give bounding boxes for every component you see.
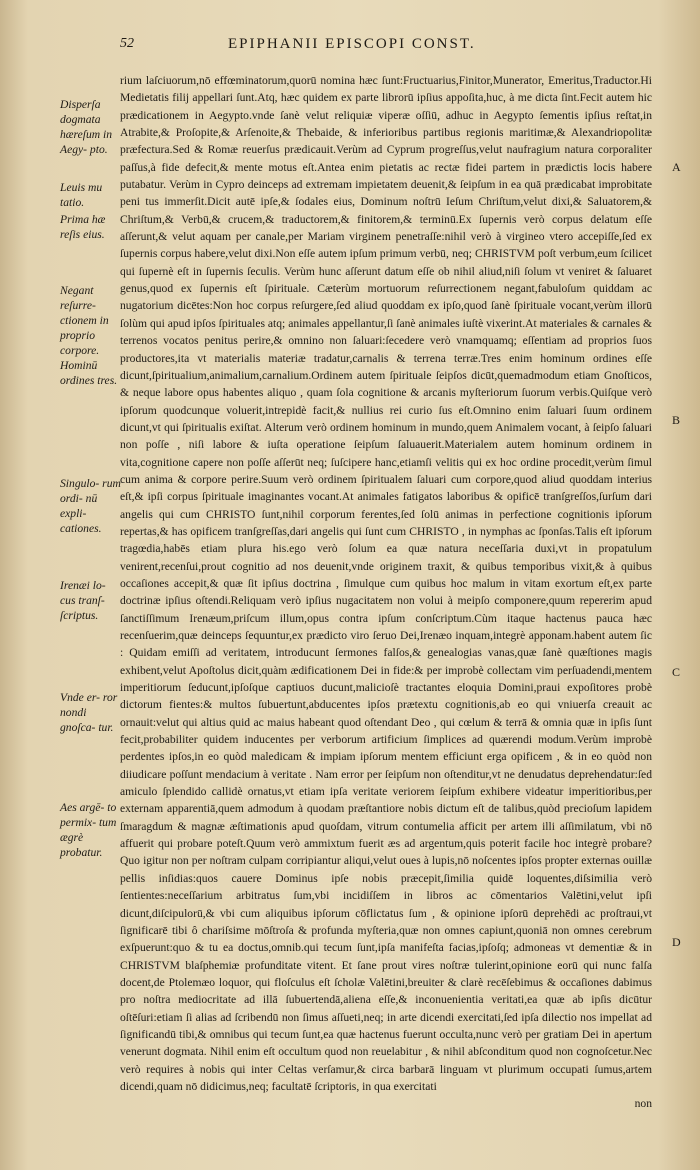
margin-note-levis-mutatio: Leuis mu tatio.	[60, 181, 103, 209]
section-letter-d: D	[672, 935, 681, 949]
running-title: EPIPHANII EPISCOPI CONST.	[228, 36, 476, 52]
margin-note-prima-haeresis: Prima hæ reſis eius.	[60, 213, 106, 241]
margin-note-aes-argento: Aes argē- to permix- tum ægrè probatur.	[60, 801, 117, 859]
margin-note-disperse-dogmata: Disperſa dogmata hæreſum in Aegy- pto.	[60, 98, 113, 156]
margin-note-irenaei-locus: Irenæi lo- cus tranſ- ſcriptus.	[60, 579, 106, 622]
page-number: 52	[120, 36, 134, 51]
catchword: non	[634, 1097, 652, 1111]
margin-note-resurrectio: Negant reſurre- ctionem in proprio corpore. Hominū ordines tres.	[60, 284, 118, 387]
section-letter-c: C	[672, 665, 681, 679]
page-header	[120, 36, 660, 58]
margin-note-singulorum-ordinum: Singulo- rum ordi- nū expli- cationes.	[60, 477, 121, 535]
body-text	[120, 72, 652, 1113]
margin-note-unde-error: Vnde er- ror nondi gnoſca- tur.	[60, 691, 118, 734]
body-paragraph: rium laſciuorum,nō effœminatorum,quorū nomina hæc ſunt:Fructuarius,Finitor,Munerator, Emeritus,Traductor.Hi Medietatis filij appellari ſunt.Atq, hæc quidem ex parte librorū ipſius appoſita,huc, à me dicta ſint.Fecit autem hic prædicationem in Aegypto.vnde ſanè velut reliquiæ viperæ oſſiū, adhuc in Aegypto ſementis ipſius reſtat,in Atrabite,& Proſopite,& Arſenoite,& Thebaide, & inferioribus partibus regionis maritimæ,& Alexandriopolitæ præfectura.Sed & Romæ reuerſus prædicauit.Verùm ad Cyprum progreſſus,velut naufragium natura corporaliter paſſus,à fide defecit,& mente motus eſt.Antea enim pietatis ac rectæ fidei partem in prædictis locis habere putabatur. Verùm in Cypro deinceps ad extremam impietatem deuenit,& ſeipſum in ea quā prædicabat improbitate peni tus immerſit.Dicit autē ipſe,& ſodales eius, Dominum noſtrū Ieſum Chriſtum,velut dixi,& Saluatorem,& Chriſtum,& Verbū,& crucem,& traductorem,& finitorem,& terminū.Ex ſupernis verò corpus delatum eſſe aſſerunt,& velut aquam per canale,per Mariam virginem penetraſſe:nihil verò à virgineo vtero accepiſſe,ſed ex ſupernis corpus habere,velut dixi.Non eſſe autem ipſum primum verbū, neq; CHRISTVM poſt verbum,eum ſcilicet qui ſupernè eſt in ſupernis ſeculis. Verùm hunc aſſerunt datum eſſe ob nihil aliud,niſi ſolum vt veniret & ſaluaret genus,quod ex ſupernis eſt ſpirituale. Cæterùm mortuorum reſurrectionem negant,fabuloſum quiddam ac nugatorium dicētes:Non hoc corpus reſurgere,ſed aliud quoddam ex ipſo,quod ſanè ſpirituale vocant,verùm illorū ſolùm qui apud ipſos ſpirituales atq; animales appellantur,ſi ſanè animales iuſtè vixerint.At materiales & carnales & terrenos vocatos penitus perire,& omnino non ſaluari:ſecedere verò vnamquamq; eſſentiam ad proprios ſuos productores,ita vt materialis materiæ tradatur,carnalis & terrena terræ.Tres enim hominum ordines eſſe dicunt,ſpiritualium,animalium,carnalium.Ordinem autem ſpirituale ſeipſos dicūt,quemadmodum etiam Gnoſticos, & neque labore opus habentes aliquo , quam ſola cognitione & arcanis myſteriorum ſuorum verbis.Quiſque verò ipſorum quodcunque voluerit,intrepidè facit,& nullius rei curio ſus eſt.Omnino enim ſaluari ſuum ordinem dicunt,vt qui ſpiritualis exiſtat. Alterum verò ordinem hominum in mundo,quem Animalem vocant, à ſeipſo ſaluari non poſſe , niſi labore & iuſta operatione ſeipſum ſaluauerit.Materialem autem hominum ordinem in vita,cognitione capere non poſſe aſſerūt neq; ſuſcipere hanc,etiamſi velitis qui ex hoc ordine procedit,verùm ſimul cum anima & corpore perire.Suum verò ordinem ſpiritualem ſaluari cum corpore,quod aliud quoddam interius eſt,& ipſi corpus ſpirituale imaginantes vocant.At animales fatigatos laboribus & opificē tranſgreſſos,ſurſum dari angelis qui cum CHRISTO ſunt,nihil corporum ferentes,ſed ſolū animas in perfectione cognitionis ipſorum repertas,& has opificem tranſgreſſas,dari angelis qui ſunt cum CHRISTO , in nymphas ac ſponſas.Talis eſt ipſorum tragœdia,habēs etiam plura his.ego verò ſolum ea quæ natura neceſſaria duxi,vt in propatulum venirent,recenſui,prout cognitio ad nos deuenit,vnde originem traxit, & quibus temporibus vixit,& à quibus occaſiones accepit,& quæ ſit ipſius doctrina , ſimulque cum quibus hoc malum in vitam exortum eſt,ex parte doctrinæ ipſius oſtendi.Reliquam verò ipſius nugacitatem non volui à meipſo componere,quum repererim apud ſanctiſſimum Irenæum,priſcum illum,opus contra ipſum conſcriptum.Cùm itaque hactenus pauca hæc recenſuerim,quæ deinceps ſequuntur,ex prædicto viro ſeruo Dei,Irenæo inquam,integrè apponam.habent autem ſic : Quidam emiſſi ad veritatem, introducunt ſermones falſos,& genealogias vanas,quæ ſanè quæſtiones magis exhibent,velut Apoſtolus dicit,quàm ædificationem Dei in fide:& per improbè collectam vim perſuadendi,mentem imperitiorum ſeducunt,ipſoſque captiuos ducunt,malicioſè tractantes eloquia Domini,praui expoſitores probè dictorum fientes:& multos ſubuertunt,abducentes ipſos prætextu cognitionis,ab eo qui vniuerſa creauit ac ornauit:velut qui altius quid ac maius habeant quod oſtendant Deo , qui cœlum & terrā & omnia quæ in ipſis ſunt fecit,probabiliter quidem inducentes per verborum artificium ſimplices ad quærendi modum.Verùm improbè perdentes ipſos,in eo quòd maledicam & impiam ipſorum mentem efficiunt erga opificem , & in eo quòd non diiudicare poſſunt mendacium à veritate . Nam error per ſeipſum non oſtenditur,vt ne denudatus deprehendatur:ſed amiculo ſplendido callidè ornatus,vt etiam ipſa veritate veriorem ſeipſum exhibere videatur imperitioribus,per externam apparentiā,quem admodum à quodam præſtantiore nobis dictum eſt de talibus,quòd precioſum lapidem ſmaragdum & magnæ æſtimationis apud quoſdam, vitrum contumelia afficit per artem illi aſſimilatum, vbi nō affuerit qui probare poteſt.Quum verò ammixtum fuerit æs ad argentum,quis poterit facile hoc integrè probare? Quo igitur non per noſtram culpam corripiantur aliqui,velut oues à lupis,nō noſcentes ipſos propter externas ouillæ pellis inſidias:quos cauere Dominus ipſe nobis præcepit,ſimilia quidē loquentes,diſsimilia verò ſentientes:neceſſarium arbitratus ſum,vbi incidiſſem in libros ac cōmentarios Valētini,velut ipſi dicunt,diſcipulorū,& vbi cum aliquibus ipſorum cōflictatus ſum , & opinione ipſorū deprehēdi ac proſtraui,vt ſignificarē tibi ô chariſsime mōſtroſa & profunda myſteria,quæ non omnes capiunt,quoniā non omnes cerebrum exſpuerunt:quo & tu ea doctus,omnib.qui tecum ſunt,ipſa manifeſta facias,ipſoſq; admoneas vt dementiæ & in CHRISTVM blaſphemiæ profunditate vitent. Et ſane prout vires noſtræ tulerint,opinione eorū qui nunc falſa docent,de Ptolemæo loquor, qui floſculus eſt ſcholæ Valētini,breuiter & clarè recēſebimus & occaſiones dabimus pro noſtra mediocritate ad illā ſubuertendā,aliena eſſe,& inconuenientia veritati,ea quæ ab ipſis dicūtur oſtēſuri:etiam ſi alias ad ſcribendū non ſimus aſſueti,neq; in arte dicendi exercitati,ſed ipſa dilectio nos impellat ad ſignificandū tibi,& omnibus qui tecum ſunt,ea quæ hactenus fuerunt occulta,nunc verò per gratiam Dei in apertum venerunt dogmata. Nihil enim eſt occultum quod non reuelabitur , & nihil abſconditum quod non cognoſcetur.Nec verò requires à nobis qui inter Celtas verſamur,& circa barbarā linguam vt plurimum occupati ſumus,artem dicendi,quam nō didicimus,neq; facultatē ſcriptoris, in qua exercitati	[120, 74, 652, 1093]
section-letter-b: B	[672, 413, 681, 427]
section-letter-a: A	[672, 160, 681, 174]
